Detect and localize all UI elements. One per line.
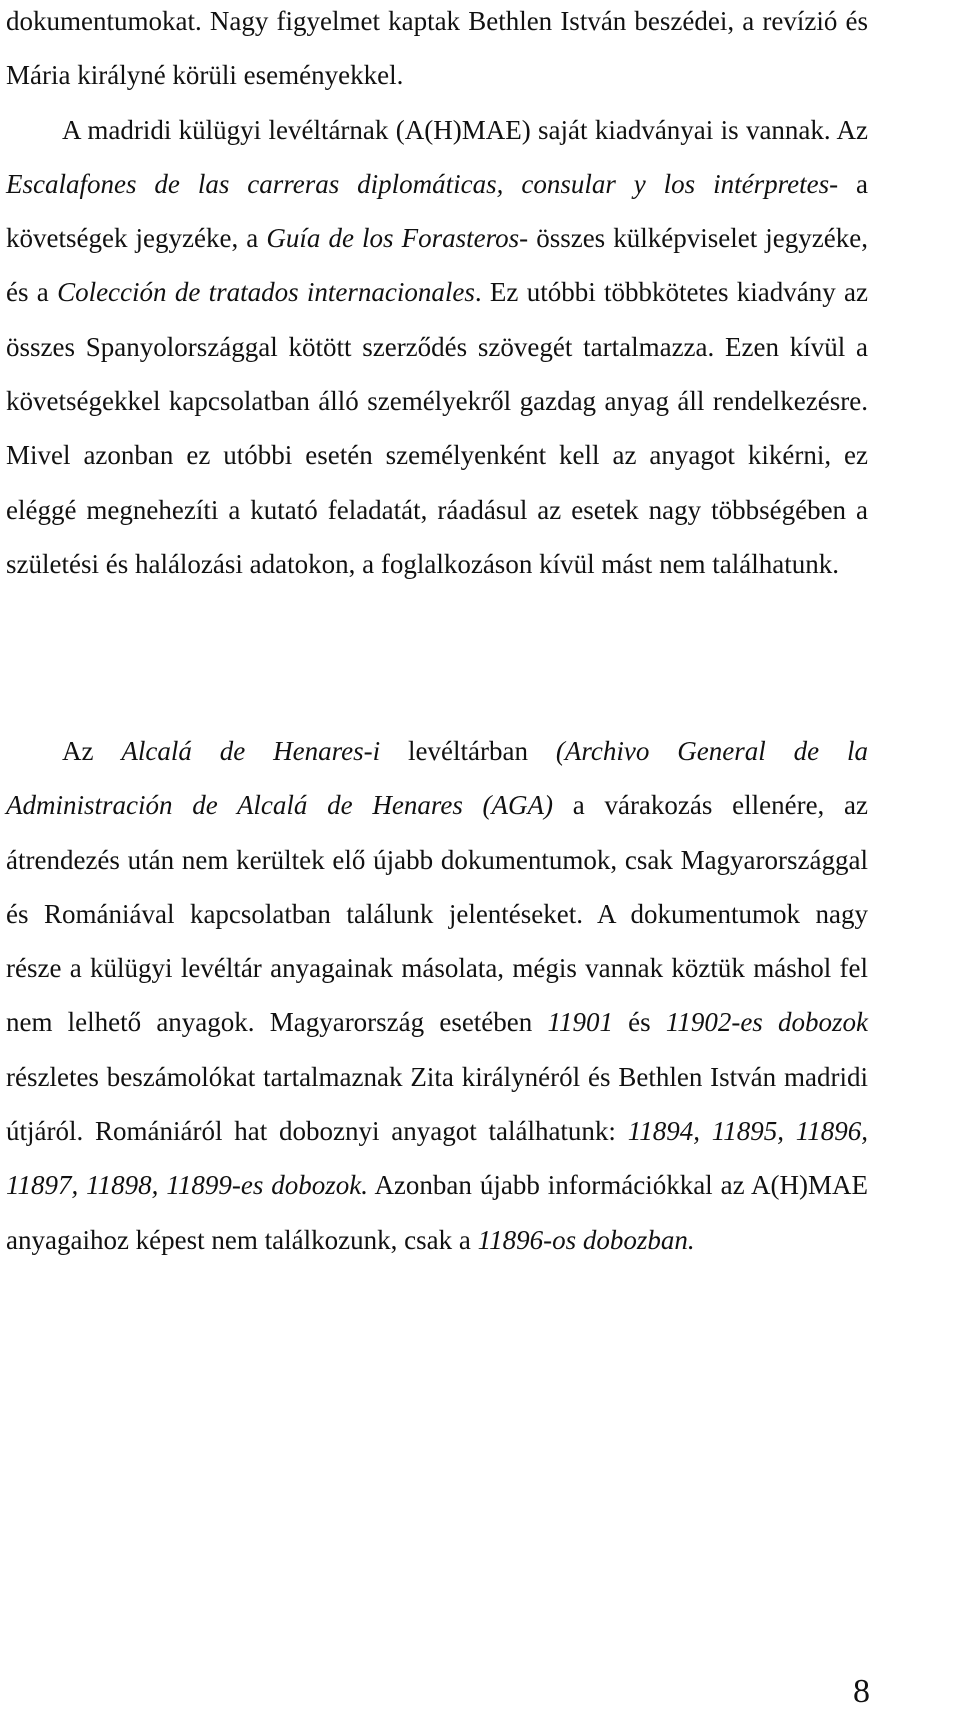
text-run: levéltárban: [380, 736, 556, 766]
text-run: . Ez utóbbi többkötetes kiadvány az összes Spanyolországgal kötött szerződés szövegét tartalmazza. Ezen kívül a követségekkel kapcsolatban álló személyekről gazdag anyag áll rendelkezésre. Mivel azonban ez utóbbi esetén személyenként kell az anyagot kikérni, ez eléggé megnehezíti a kutató feladatát, ráadásul az esetek nagy többségében a születési és halálozási adatokon, a foglalkozáson kívül mást nem találhatunk.: [6, 277, 868, 579]
italic-title-guia: Guía de los Forasteros: [266, 223, 520, 254]
text-run: részletes beszámolókat tartalmaznak Zita királynéról és Bethlen István madridi útjáról. Romániáról hat doboznyi anyagot találhatunk:: [6, 1061, 868, 1147]
text-run: - a követségek jegyzéke, a: [6, 168, 868, 254]
text-run: dokumentumokat. Nagy figyelmet kaptak Bethlen István beszédei, a revízió és Mária királyné körüli eseményekkel.: [6, 6, 868, 91]
text-run: és: [612, 1007, 666, 1038]
italic-box-number: 11901: [547, 1007, 613, 1038]
italic-title-escalafones: Escalafones de las carreras diplomáticas, consular y los intérpretes: [6, 168, 830, 199]
text-run: - összes külképviselet jegyzéke, és a: [6, 223, 868, 308]
italic-archive-name: (Archivo General de la Administración de Alcalá de Henares (AGA): [6, 736, 869, 821]
text-run: a várakozás ellenére, az átrendezés után nem kerültek elő újabb dokumentumok, csak Magyarországgal és Romániával kapcsolatban találunk jelentéseket. A dokumentumok nagy része a külügyi levéltár anyagainak másolata, mégis vannak köztük máshol fel nem lelhető anyagok. Magyarország esetében: [6, 790, 868, 1038]
paragraph-archive-publications: [6, 0, 868, 591]
italic-title-coleccion: Colección de tratados internacionales: [57, 277, 475, 308]
italic-box-list: 11894, 11895, 11896, 11897, 11898, 11899-es dobozok.: [6, 1116, 868, 1201]
text-run: Az: [62, 736, 122, 766]
text-run: A madridi külügyi levéltárnak (A(H)MAE) saját kiadványai is vannak. Az: [62, 114, 868, 145]
page-number: 8: [853, 1673, 870, 1710]
italic-box-number: 11902-es dobozok: [665, 1007, 868, 1038]
italic-place-alcala: Alcalá de Henares-i: [121, 736, 381, 766]
paragraph-alcala-archive: [6, 724, 868, 1267]
text-run: Azonban újabb információkkal az A(H)MAE anyagaihoz képest nem találkozunk, csak a: [6, 1170, 868, 1255]
italic-box-number: 11896-os dobozban.: [477, 1224, 695, 1255]
